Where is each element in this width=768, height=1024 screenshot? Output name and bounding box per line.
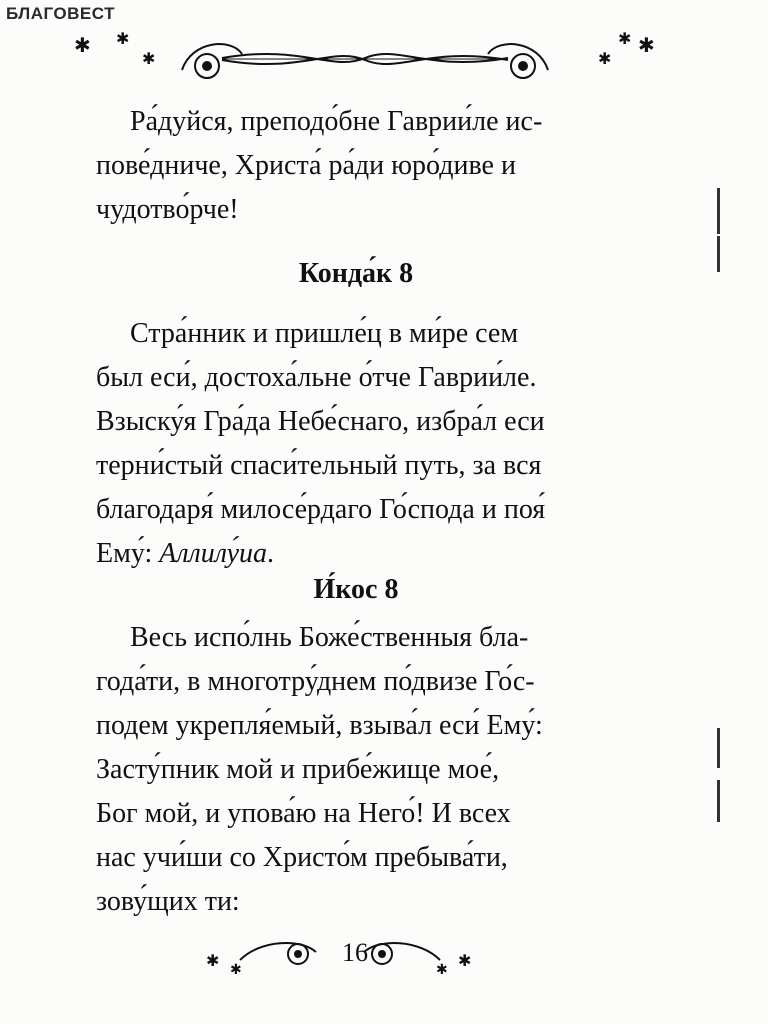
text-line: Взыску́я Гра́да Небе́снаго, избра́л еси xyxy=(96,406,545,437)
text-line: Бог мой, и упова́ю на Него́! И всех xyxy=(96,798,511,829)
section-heading-ikos: И́кос 8 xyxy=(313,574,399,605)
edge-mark xyxy=(717,236,720,272)
text-line: года́ти, в многотру́днем по́двизе Го́с- xyxy=(96,666,535,697)
svg-text:✱: ✱ xyxy=(230,963,242,978)
text-line: пове́дниче, Христа́ ра́ди юро́диве и xyxy=(96,150,516,181)
text-line: нас учи́ши со Христо́м пребыва́ти, xyxy=(96,842,508,873)
edge-mark xyxy=(717,188,720,234)
svg-text:✱: ✱ xyxy=(116,31,130,48)
section-heading-kontakion: Конда́к 8 xyxy=(298,258,414,289)
text-span: . xyxy=(267,538,275,569)
text-line xyxy=(96,532,616,576)
text-line: Весь испо́лнь Боже́ственныя бла- xyxy=(130,622,529,653)
text-line: благодаря́ милосе́рдаго Го́спода и поя́ xyxy=(96,494,546,525)
paragraph-3 xyxy=(96,616,616,924)
svg-text:✱: ✱ xyxy=(598,51,612,68)
text-line: чудотво́рче! xyxy=(96,194,239,225)
text-line: терни́стый спаси́тельный путь, за вся xyxy=(96,450,542,481)
paragraph-1 xyxy=(96,100,616,232)
paragraph-2 xyxy=(96,312,616,576)
text-span: Ему́: xyxy=(96,538,160,569)
svg-text:✱: ✱ xyxy=(206,953,220,970)
text-line: Засту́пник мой и прибе́жище мое́, xyxy=(96,754,500,785)
svg-text:✱: ✱ xyxy=(436,963,448,978)
text-line: подем укрепля́емый, взыва́л еси́ Ему́: xyxy=(96,710,543,741)
text-line: зову́щих ти: xyxy=(96,886,240,917)
alleluia-text: Аллилу́иа xyxy=(159,538,268,569)
svg-text:✱: ✱ xyxy=(74,35,91,57)
text-line: Ра́дуйся, преподо́бне Гаврии́ле ис- xyxy=(130,106,543,137)
svg-text:✱: ✱ xyxy=(618,31,632,48)
edge-mark xyxy=(717,728,720,768)
page-number: 16 xyxy=(342,938,368,967)
svg-text:✱: ✱ xyxy=(458,953,472,970)
ornament-flourish-top-icon xyxy=(72,30,658,86)
text-line: был еси́, достоха́льне о́тче Гаврии́ле. xyxy=(96,362,537,393)
watermark: БЛАГОВЕСТ xyxy=(6,4,115,23)
svg-text:✱: ✱ xyxy=(638,35,655,57)
edge-mark xyxy=(717,780,720,822)
text-line: Стра́нник и пришле́ц в ми́ре сем xyxy=(130,318,519,349)
svg-text:✱: ✱ xyxy=(142,51,156,68)
